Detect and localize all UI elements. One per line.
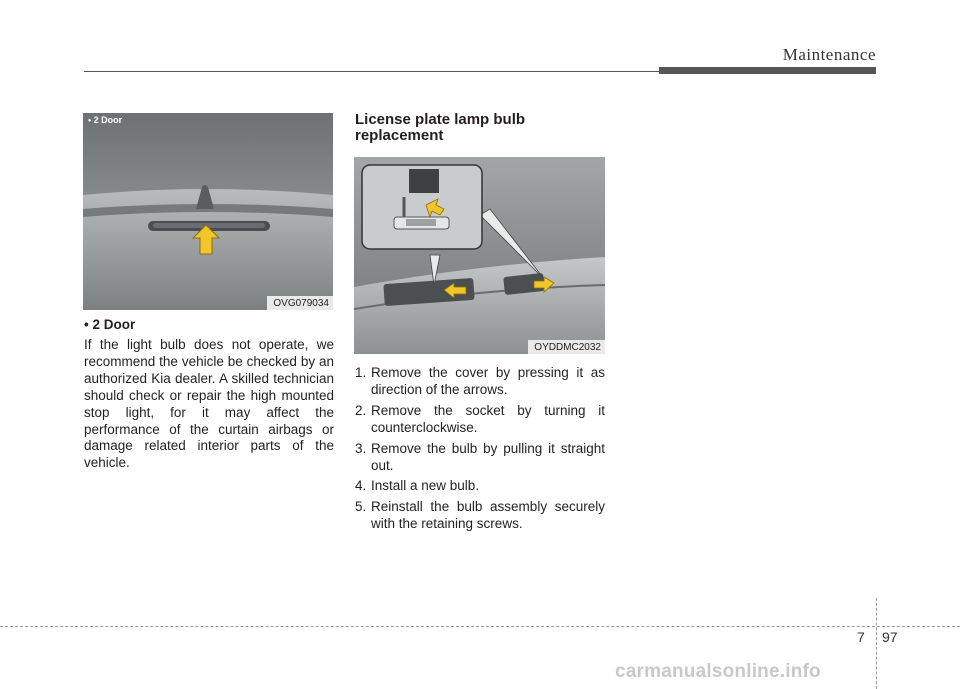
figure-code: OVG079034 (267, 296, 333, 310)
step-number: 1. (355, 365, 367, 380)
stop-light-illustration (83, 113, 333, 310)
page-chapter: 7 (857, 629, 865, 645)
step-text: Remove the bulb by pulling it straight out. (371, 440, 605, 473)
license-lamp-figure (354, 157, 605, 354)
figure-code: OYDDMC2032 (528, 340, 605, 354)
stop-light-figure (83, 113, 333, 310)
crop-mark (876, 598, 877, 689)
license-lamp-illustration (354, 157, 605, 354)
door-subheading: • 2 Door (84, 317, 136, 332)
step-item (355, 478, 605, 495)
step-number: 4. (355, 478, 367, 494)
step-text: Remove the socket by turning it counterclockwise. (371, 402, 605, 435)
section-heading: License plate lamp bulb replacement (355, 111, 526, 144)
watermark-link[interactable]: carmanualsonline.info (615, 661, 821, 682)
replacement-steps (355, 365, 605, 537)
step-number: 5. (355, 499, 367, 515)
step-text: Install a new bulb. (371, 478, 480, 494)
step-number: 3. (355, 440, 367, 456)
figure-tag: • 2 Door (88, 115, 123, 125)
step-text: Reinstall the bulb assembly securely with the retaining screws. (371, 499, 605, 532)
step-item (355, 403, 605, 437)
step-number: 2. (355, 402, 367, 418)
page-number: 97 (882, 629, 898, 645)
step-item (355, 499, 605, 533)
header-title: Maintenance (782, 45, 876, 64)
stop-light-paragraph: If the light bulb does not operate, we recommend the vehicle be checked by an authorized Kia dealer. A skilled technician should check or repair the high mounted stop light, for it may affect the performance of the curtain airbags or damage related interior parts of the vehicle. (84, 337, 334, 471)
step-item (355, 441, 605, 475)
left-column (84, 317, 334, 472)
step-text: Remove the cover by pressing it as direction of the arrows. (371, 365, 605, 397)
header-rule-thin (84, 71, 659, 72)
header-rule-thick (659, 67, 876, 74)
bottom-rule (0, 626, 960, 627)
step-item (355, 365, 605, 399)
